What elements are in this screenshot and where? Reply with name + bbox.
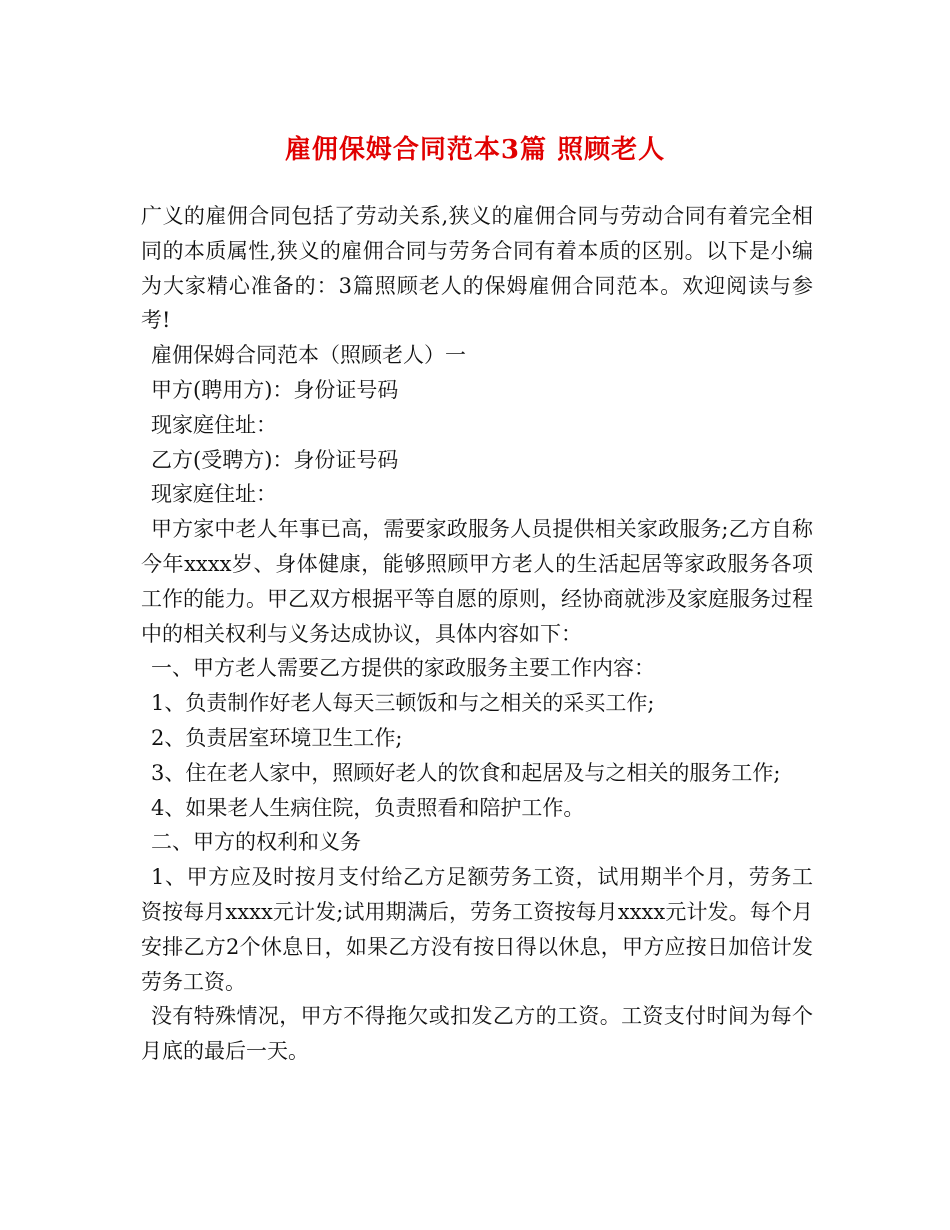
party-a-address-line: 现家庭住址： [151, 412, 277, 437]
party-b-address-line: 现家庭住址： [151, 482, 277, 507]
document-title: 雇佣保姆合同范本3篇 照顾老人 [284, 135, 666, 165]
party-a-line: 甲方(聘用方)：身份证号码 [151, 377, 399, 402]
clause-paragraph: 1、甲方应及时按月支付给乙方足额劳务工资，试用期半个月，劳务工资按每月xxxx元计发;试用期满后，劳务工资按每月xxxx元计发。每个月安排乙方2个休息日，如果乙方没有按日得以休息，甲方应按日加倍计发劳务工资。 [141, 865, 813, 994]
contract-heading: 雇佣保姆合同范本（照顾老人）一 [151, 343, 466, 368]
list-item: 1、负责制作好老人每天三顿饭和与之相关的采买工作; [151, 691, 655, 716]
clause-paragraph: 没有特殊情况，甲方不得拖欠或扣发乙方的工资。工资支付时间为每个月底的最后一天。 [141, 1004, 813, 1064]
list-item: 4、如果老人生病住院，负责照看和陪护工作。 [151, 795, 585, 820]
section-heading: 二、甲方的权利和义务 [151, 830, 361, 855]
preamble-paragraph: 甲方家中老人年事已高，需要家政服务人员提供相关家政服务;乙方自称今年xxxx岁、身体健康，能够照顾甲方老人的生活起居等家政服务各项工作的能力。甲乙双方根据平等自愿的原则，经协商就涉及家庭服务过程中的相关权利与义务达成协议，具体内容如下： [141, 517, 813, 646]
document-body [141, 199, 813, 1069]
section-heading: 一、甲方老人需要乙方提供的家政服务主要工作内容： [151, 656, 655, 681]
intro-paragraph: 广义的雇佣合同包括了劳动关系,狭义的雇佣合同与劳动合同有着完全相同的本质属性,狭义的雇佣合同与劳务合同有着本质的区别。以下是小编为大家精心准备的：3篇照顾老人的保姆雇佣合同范本。欢迎阅读与参考! [141, 204, 813, 333]
list-item: 2、负责居室环境卫生工作; [151, 725, 403, 750]
list-item: 3、住在老人家中，照顾好老人的饮食和起居及与之相关的服务工作; [151, 760, 781, 785]
party-b-line: 乙方(受聘方)：身份证号码 [151, 447, 399, 472]
